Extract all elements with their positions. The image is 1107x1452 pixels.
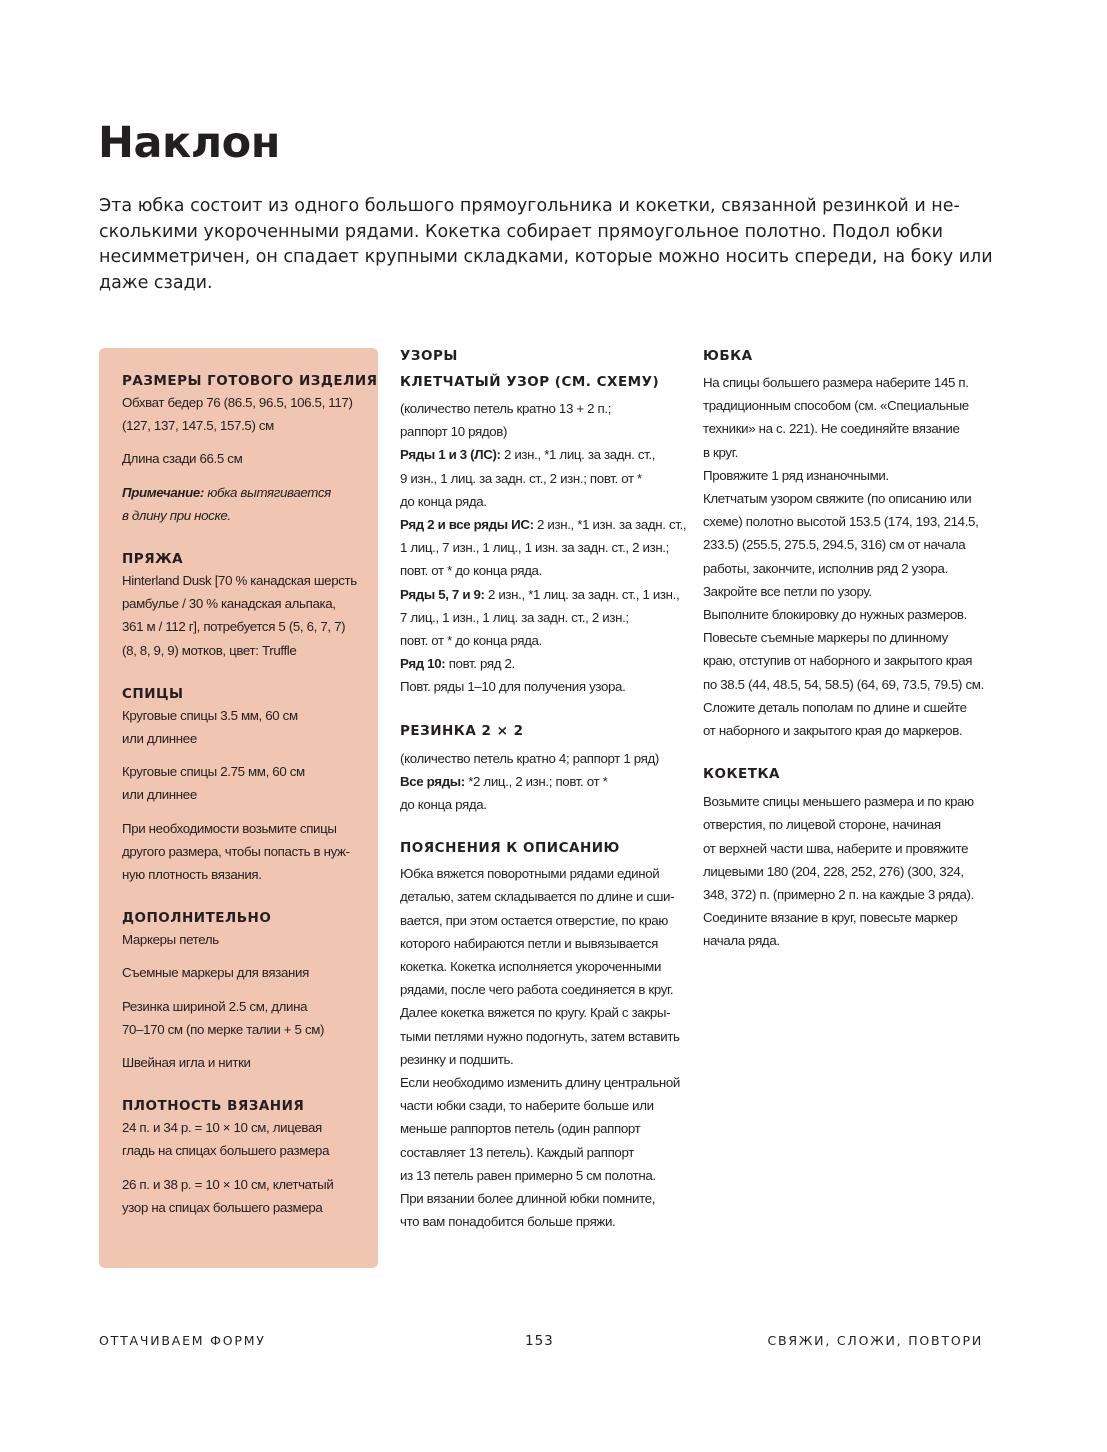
- yoke-line: от верхней части шва, наберите и провяжите: [703, 840, 969, 856]
- intro-line: даже сзади.: [99, 272, 213, 293]
- skirt-line: в круг.: [703, 444, 738, 460]
- footer-book-title: СВЯЖИ, СЛОЖИ, ПОВТОРИ: [767, 1333, 983, 1348]
- patterns-column: [400, 346, 690, 1234]
- notes-heading: ПОЯСНЕНИЯ К ОПИСАНИЮ: [400, 840, 620, 857]
- note-line2: в длину при носке.: [122, 507, 231, 523]
- sizes-length: Длина сзади 66.5 см: [122, 451, 243, 467]
- notes-line: составляет 13 петель). Каждый раппорт: [400, 1144, 634, 1160]
- yarn-line: 361 м / 112 г], потребуется 5 (5, 6, 7, 7): [122, 619, 346, 635]
- intro-paragraph: [99, 194, 999, 296]
- skirt-heading: ЮБКА: [703, 348, 753, 364]
- row-instruction-line: 7 лиц., 1 изн., 1 лиц. за задн. ст., 2 изн.;: [400, 609, 629, 625]
- row-text: 2 изн., *1 лиц. за задн. ст., 1 изн.,: [484, 586, 680, 602]
- intro-line: несимметричен, он спадает крупными складками, которые можно носить спереди, на боку или: [99, 247, 993, 267]
- needles-line: другого размера, чтобы попасть в нуж-: [122, 843, 350, 859]
- rib-label: Все ряды:: [400, 773, 465, 789]
- gauge-line: узор на спицах большего размера: [122, 1199, 323, 1215]
- footer-section-title: ОТТАЧИВАЕМ ФОРМУ: [99, 1333, 266, 1348]
- extra-line: Швейная игла и нитки: [122, 1055, 251, 1071]
- notes-line: которого набираются петли и вывязывается: [400, 935, 658, 951]
- row-label: Ряды 1 и 3 (ЛС):: [400, 447, 501, 463]
- skirt-line: На спицы большего размера наберите 145 п.: [703, 375, 969, 390]
- rib-instruction-line: до конца ряда.: [400, 797, 487, 813]
- yoke-heading: КОКЕТКА: [703, 766, 780, 783]
- notes-line: меньше раппортов петель (один раппорт: [400, 1121, 641, 1137]
- row-instruction-line: повт. от * до конца ряда.: [400, 563, 542, 579]
- notes-line: что вам понадобится больше пряжи.: [400, 1214, 616, 1230]
- gauge-line: гладь на спицах большего размера: [122, 1143, 330, 1159]
- notes-line: кокетка. Кокетка исполняется укороченными: [400, 959, 662, 975]
- gauge-line: 26 п. и 38 р. = 10 × 10 см, клетчатый: [122, 1176, 334, 1192]
- yoke-line: начала ряда.: [703, 933, 780, 949]
- yarn-line: Hinterland Dusk [70 % канадская шерсть: [122, 573, 357, 589]
- yoke-line: Возьмите спицы меньшего размера и по краю: [703, 794, 974, 810]
- sizes-hips-line: (127, 137, 147.5, 157.5) см: [122, 418, 274, 434]
- materials-sidebar: [99, 348, 378, 1268]
- yoke-line: отверстия, по лицевой стороне, начиная: [703, 817, 941, 833]
- notes-line: Юбка вяжется поворотными рядами единой: [400, 866, 660, 882]
- notes-line: рядами, после чего работа соединяется в круг.: [400, 982, 674, 998]
- row-instruction: [400, 443, 690, 466]
- notes-line: вается, при этом остается отверстие, по краю: [400, 912, 668, 928]
- rib-instruction: [400, 770, 690, 793]
- row-instruction: [400, 652, 690, 675]
- rib-text: *2 лиц., 2 изн.; повт. от *: [464, 773, 608, 789]
- skirt-line: Провяжите 1 ряд изнаночными.: [703, 467, 889, 483]
- extra-line: Резинка шириной 2.5 см, длина: [122, 998, 308, 1014]
- yoke-line: лицевыми 180 (204, 228, 252, 276) (300, 324,: [703, 863, 964, 879]
- needles-line: ную плотность вязания.: [122, 867, 262, 883]
- row-instruction-line: 1 лиц., 7 изн., 1 лиц., 1 изн. за задн. ст., 2 изн.;: [400, 540, 669, 556]
- patterns-heading: УЗОРЫ: [400, 348, 458, 364]
- row-instruction: [400, 513, 690, 536]
- check-intro-line: (количество петель кратно 13 + 2 п.;: [400, 401, 612, 416]
- gauge-line: 24 п. и 34 р. = 10 × 10 см, лицевая: [122, 1120, 322, 1136]
- repeat-line: Повт. ряды 1–10 для получения узора.: [400, 679, 626, 695]
- row-label: Ряд 2 и все ряды ИС:: [400, 517, 534, 533]
- extra-line: Маркеры петель: [122, 932, 219, 948]
- rib-intro: (количество петель кратно 4; раппорт 1 ряд): [400, 750, 659, 766]
- notes-line: деталью, затем складывается по длине и сши-: [400, 889, 675, 905]
- row-instruction-line: повт. от * до конца ряда.: [400, 633, 542, 649]
- skirt-line: Повесьте съемные маркеры по длинному: [703, 630, 948, 646]
- sizes-hips-line: Обхват бедер 76 (86.5, 96.5, 106.5, 117): [122, 395, 353, 410]
- sizes-note: [122, 481, 368, 504]
- extra-line: 70–170 см (по мерке талии + 5 см): [122, 1021, 325, 1037]
- skirt-line: краю, отступив от наборного и закрытого края: [703, 653, 973, 669]
- skirt-line: Выполните блокировку до нужных размеров.: [703, 607, 967, 623]
- page-title: Наклон: [98, 118, 280, 168]
- skirt-line: от наборного и закрытого края до маркеров.: [703, 723, 963, 739]
- row-text: 2 изн., *1 лиц. за задн. ст.,: [500, 447, 656, 463]
- skirt-line: 233.5) (255.5, 275.5, 294.5, 316) см от начала: [703, 537, 966, 553]
- skirt-line: Сложите деталь пополам по длине и сшейте: [703, 699, 967, 715]
- row-text: повт. ряд 2.: [445, 656, 515, 672]
- sizes-heading: РАЗМЕРЫ ГОТОВОГО ИЗДЕЛИЯ: [122, 373, 378, 389]
- yarn-heading: ПРЯЖА: [122, 551, 184, 568]
- notes-line: тыми петлями нужно подогнуть, затем вставить: [400, 1028, 680, 1044]
- intro-line: сколькими укороченными рядами. Кокетка собирает прямоугольное полотно. Подол юбки: [99, 221, 944, 242]
- yarn-line: рамбулье / 30 % канадская альпака,: [122, 596, 336, 612]
- needles-line: или длиннее: [122, 731, 197, 747]
- check-intro-line: раппорт 10 рядов): [400, 424, 508, 440]
- note-text: юбка вытягивается: [203, 484, 331, 500]
- skirt-line: техники» на с. 221). Не соединяйте вязание: [703, 421, 960, 437]
- needles-line: Круговые спицы 2.75 мм, 60 см: [122, 764, 305, 780]
- row-instruction-line: до конца ряда.: [400, 493, 487, 509]
- yarn-line: (8, 8, 9, 9) мотков, цвет: Truffle: [122, 642, 297, 658]
- row-label: Ряд 10:: [400, 656, 446, 672]
- extra-heading: ДОПОЛНИТЕЛЬНО: [122, 910, 272, 927]
- row-instruction: [400, 583, 690, 606]
- needles-heading: СПИЦЫ: [122, 685, 184, 702]
- extra-line: Съемные маркеры для вязания: [122, 965, 309, 981]
- note-label: Примечание:: [122, 484, 204, 500]
- row-instruction-line: 9 изн., 1 лиц. за задн. ст., 2 изн.; повт. от *: [400, 470, 642, 486]
- notes-line: Далее кокетка вяжется по кругу. Край с закры-: [400, 1005, 671, 1021]
- check-pattern-heading: КЛЕТЧАТЫЙ УЗОР (СМ. СХЕМУ): [400, 374, 660, 390]
- gauge-heading: ПЛОТНОСТЬ ВЯЗАНИЯ: [122, 1098, 305, 1115]
- notes-line: из 13 петель равен примерно 5 см полотна.: [400, 1167, 656, 1183]
- needles-line: Круговые спицы 3.5 мм, 60 см: [122, 707, 298, 723]
- row-text: 2 изн., *1 изн. за задн. ст.,: [533, 517, 687, 533]
- rib-heading: РЕЗИНКА 2 × 2: [400, 722, 524, 739]
- skirt-line: работы, закончите, исполнив ряд 2 узора.: [703, 560, 948, 576]
- intro-line: Эта юбка состоит из одного большого прямоугольника и кокетки, связанной резинкой и не-: [99, 196, 960, 216]
- needles-line: или длиннее: [122, 787, 197, 803]
- notes-line: части юбки сзади, то наберите больше или: [400, 1098, 654, 1114]
- instructions-column: [703, 346, 993, 953]
- notes-line: При вязании более длинной юбки помните,: [400, 1191, 656, 1207]
- page-number: 153: [525, 1333, 554, 1349]
- skirt-line: по 38.5 (44, 48.5, 54, 58.5) (64, 69, 73.5, 79.5) см.: [703, 676, 984, 692]
- skirt-line: Закройте все петли по узору.: [703, 583, 872, 599]
- notes-line: Если необходимо изменить длину центральной: [400, 1075, 680, 1091]
- needles-line: При необходимости возьмите спицы: [122, 820, 337, 836]
- skirt-line: Клетчатым узором свяжите (по описанию или: [703, 491, 972, 507]
- row-label: Ряды 5, 7 и 9:: [400, 586, 485, 602]
- sizes-note-line: [122, 504, 368, 527]
- skirt-line: традиционным способом (см. «Специальные: [703, 398, 969, 414]
- yoke-line: Соедините вязание в круг, повесьте маркер: [703, 910, 958, 926]
- yoke-line: 348, 372) п. (примерно 2 п. на каждые 3 ряда).: [703, 887, 974, 903]
- skirt-line: схеме) полотно высотой 153.5 (174, 193, 214.5,: [703, 514, 979, 530]
- notes-line: резинку и подшить.: [400, 1051, 514, 1067]
